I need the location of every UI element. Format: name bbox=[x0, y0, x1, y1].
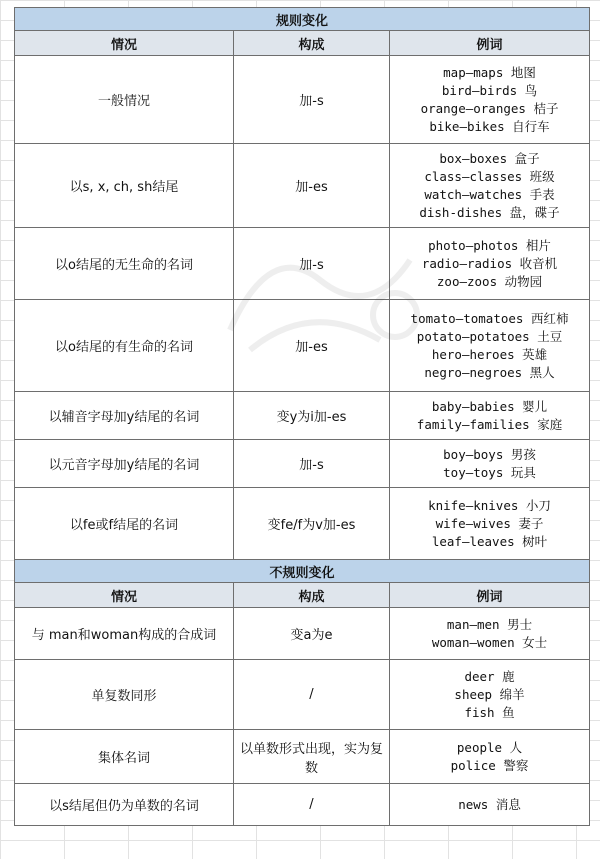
header-case: 情况 bbox=[15, 31, 234, 56]
case-cell: 以s结尾但仍为单数的名词 bbox=[15, 784, 234, 826]
example-word: people 人 bbox=[456, 739, 523, 755]
header-examples: 例词 bbox=[390, 31, 590, 56]
case-cell: 以辅音字母加y结尾的名词 bbox=[15, 392, 234, 440]
table-row bbox=[15, 784, 590, 826]
examples-cell bbox=[390, 608, 590, 660]
example-word: news 消息 bbox=[458, 796, 521, 812]
header-form: 构成 bbox=[234, 31, 390, 56]
example-word: police 警察 bbox=[450, 757, 529, 773]
example-word: class—classes 班级 bbox=[424, 168, 555, 184]
table-row bbox=[15, 730, 590, 784]
examples-cell bbox=[390, 488, 590, 560]
example-word: hero—heroes 英雄 bbox=[431, 346, 548, 362]
table-row bbox=[15, 660, 590, 730]
examples-cell bbox=[390, 392, 590, 440]
example-word: wife—wives 妻子 bbox=[435, 515, 544, 531]
example-word: tomato—tomatoes 西红柿 bbox=[410, 310, 569, 326]
example-word: man—men 男士 bbox=[446, 616, 533, 632]
section-title-row bbox=[15, 8, 590, 31]
examples-cell bbox=[390, 660, 590, 730]
example-word: potato—potatoes 土豆 bbox=[416, 328, 563, 344]
case-cell: 单复数同形 bbox=[15, 660, 234, 730]
examples-cell bbox=[390, 300, 590, 392]
case-cell: 以o结尾的有生命的名词 bbox=[15, 300, 234, 392]
form-cell: 变fe/f为v加-es bbox=[234, 488, 390, 560]
examples-cell bbox=[390, 784, 590, 826]
table-row bbox=[15, 300, 590, 392]
case-cell: 以s, x, ch, sh结尾 bbox=[15, 144, 234, 228]
example-word: family—families 家庭 bbox=[416, 416, 563, 432]
examples-cell bbox=[390, 228, 590, 300]
example-word: map—maps 地图 bbox=[443, 64, 536, 80]
header-case: 情况 bbox=[15, 583, 234, 608]
plural-rules-table bbox=[14, 7, 590, 826]
example-word: toy—toys 玩具 bbox=[443, 464, 536, 480]
example-word: knife—knives 小刀 bbox=[428, 497, 551, 513]
form-cell: 加-s bbox=[234, 228, 390, 300]
example-word: zoo—zoos 动物园 bbox=[436, 273, 543, 289]
regular-section-title: 规则变化 bbox=[15, 8, 590, 31]
table-row bbox=[15, 440, 590, 488]
form-cell: 变y为i加-es bbox=[234, 392, 390, 440]
form-cell: 加-es bbox=[234, 300, 390, 392]
examples-cell bbox=[390, 730, 590, 784]
header-examples: 例词 bbox=[390, 583, 590, 608]
form-cell: 变a为e bbox=[234, 608, 390, 660]
example-word: baby—babies 婴儿 bbox=[431, 398, 548, 414]
example-word: sheep 绵羊 bbox=[454, 686, 525, 702]
form-cell: / bbox=[234, 784, 390, 826]
example-word: box—boxes 盒子 bbox=[439, 150, 540, 166]
example-word: leaf—leaves 树叶 bbox=[431, 533, 548, 549]
table-row bbox=[15, 56, 590, 144]
form-cell: 以单数形式出现，实为复数 bbox=[234, 730, 390, 784]
case-cell: 一般情况 bbox=[15, 56, 234, 144]
table-body bbox=[15, 8, 590, 826]
examples-cell bbox=[390, 56, 590, 144]
example-word: negro—negroes 黑人 bbox=[424, 364, 555, 380]
example-word: fish 鱼 bbox=[464, 704, 515, 720]
case-cell: 以元音字母加y结尾的名词 bbox=[15, 440, 234, 488]
table-row bbox=[15, 392, 590, 440]
example-word: dish-dishes 盘，碟子 bbox=[419, 204, 560, 220]
form-cell: 加-es bbox=[234, 144, 390, 228]
examples-cell bbox=[390, 144, 590, 228]
header-row bbox=[15, 583, 590, 608]
table-row bbox=[15, 144, 590, 228]
table-row bbox=[15, 228, 590, 300]
examples-cell bbox=[390, 440, 590, 488]
example-word: boy—boys 男孩 bbox=[443, 446, 536, 462]
example-word: bike—bikes 自行车 bbox=[429, 118, 550, 134]
form-cell: 加-s bbox=[234, 440, 390, 488]
example-word: watch—watches 手表 bbox=[424, 186, 555, 202]
example-word: deer 鹿 bbox=[464, 668, 515, 684]
section-title-row bbox=[15, 560, 590, 583]
case-cell: 以o结尾的无生命的名词 bbox=[15, 228, 234, 300]
header-form: 构成 bbox=[234, 583, 390, 608]
table-row bbox=[15, 488, 590, 560]
form-cell: / bbox=[234, 660, 390, 730]
example-word: orange—oranges 桔子 bbox=[420, 100, 559, 116]
form-cell: 加-s bbox=[234, 56, 390, 144]
table-row bbox=[15, 608, 590, 660]
case-cell: 集体名词 bbox=[15, 730, 234, 784]
case-cell: 以fe或f结尾的名词 bbox=[15, 488, 234, 560]
example-word: bird—birds 鸟 bbox=[441, 82, 538, 98]
irregular-section-title: 不规则变化 bbox=[15, 560, 590, 583]
header-row bbox=[15, 31, 590, 56]
example-word: photo—photos 相片 bbox=[428, 237, 551, 253]
example-word: radio—radios 收音机 bbox=[421, 255, 558, 271]
case-cell: 与 man和woman构成的合成词 bbox=[15, 608, 234, 660]
example-word: woman—women 女士 bbox=[431, 634, 548, 650]
